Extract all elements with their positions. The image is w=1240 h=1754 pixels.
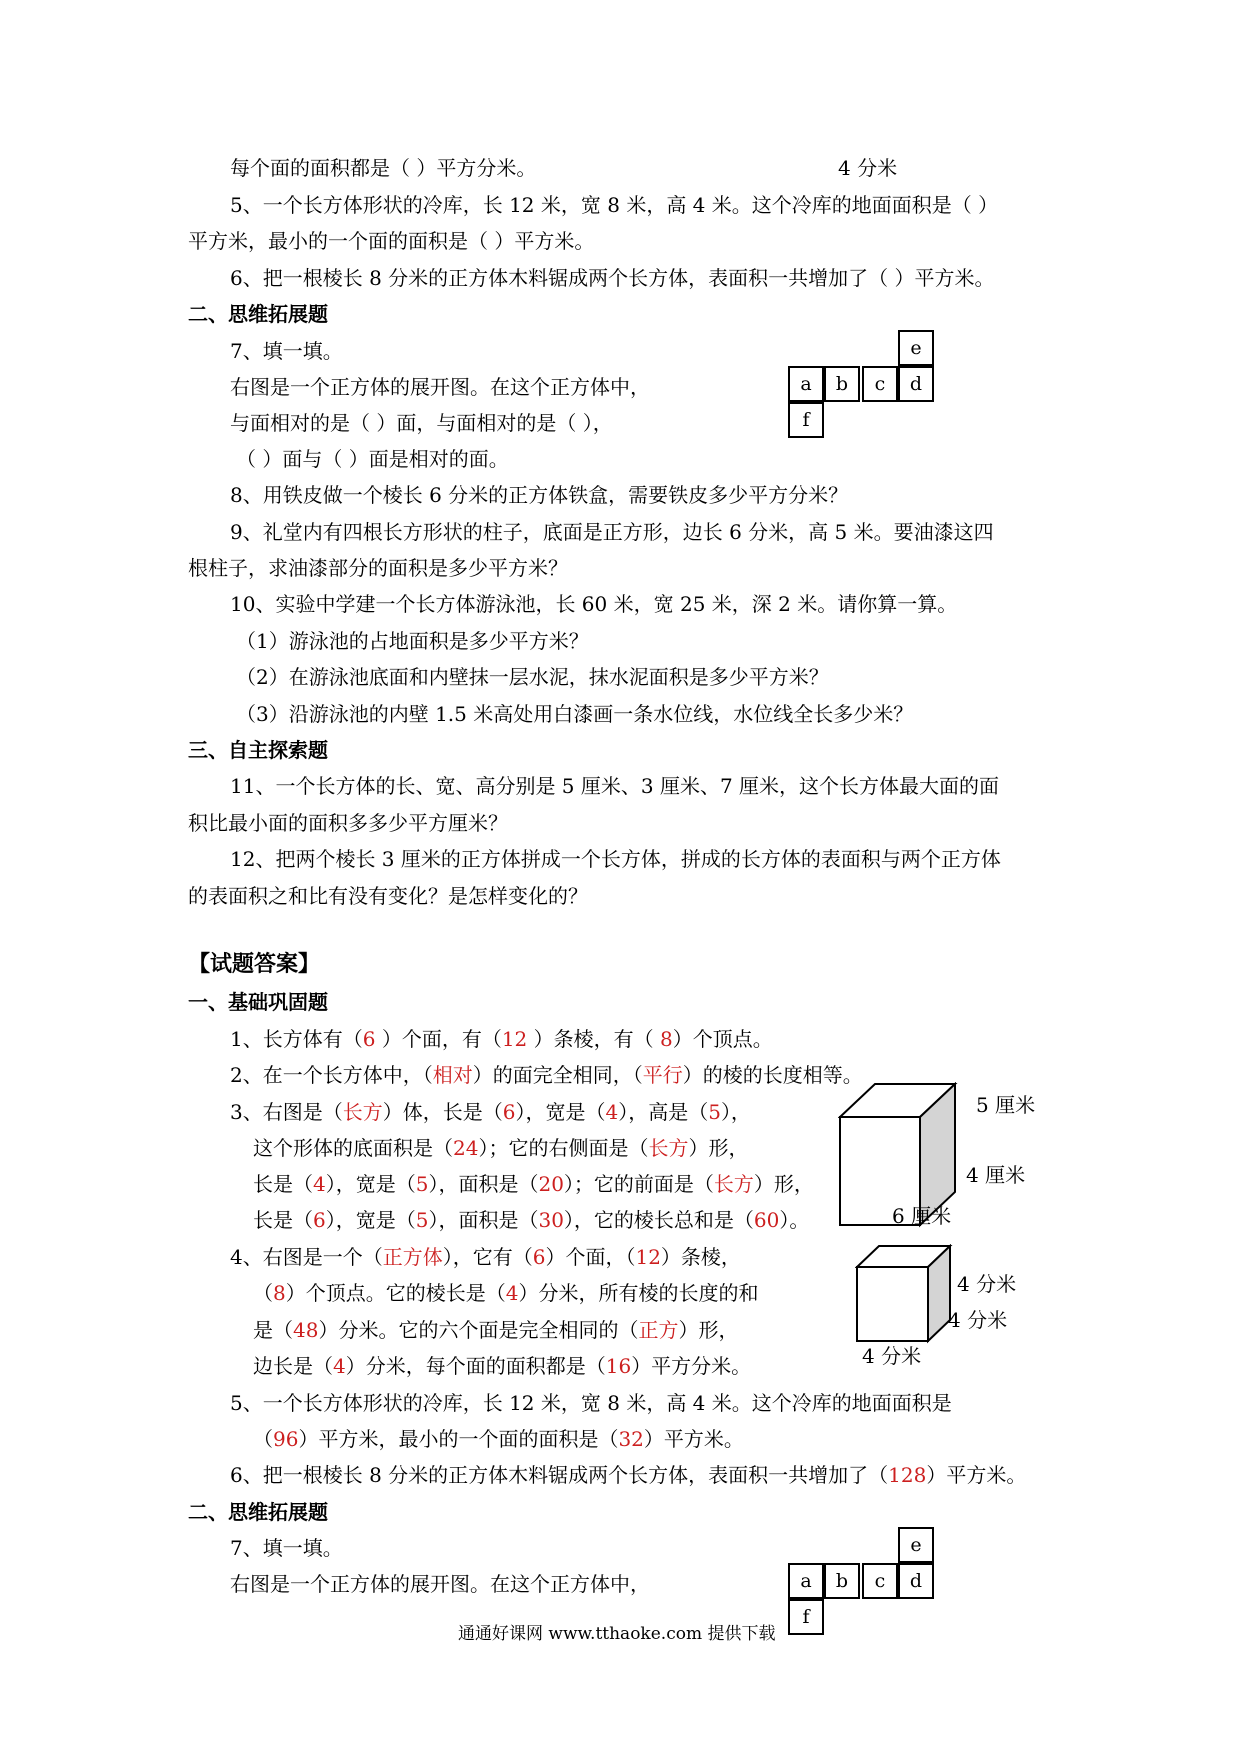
q9-line1: 9、礼堂内有四根长方形状的柱子，底面是正方形，边长 6 分米，高 5 米。要油漆这四	[230, 520, 994, 544]
answer-text: ），它有（	[442, 1245, 533, 1269]
answer-text: 长是（	[253, 1208, 313, 1232]
q11-line1: 11、一个长方体的长、宽、高分别是 5 厘米、3 厘米、7 厘米，这个长方体最大面的面	[230, 774, 1000, 798]
answer-text: ）的棱的长度相等。	[682, 1063, 863, 1087]
q10-line: 10、实验中学建一个长方体游泳池，长 60 米，宽 25 米，深 2 米。请你算一算。	[230, 592, 958, 616]
answer-text: （	[253, 1427, 273, 1451]
answer-5-line2	[253, 1425, 744, 1453]
answer-value: 4	[605, 1100, 619, 1124]
answer-text: ）条棱，	[660, 1245, 741, 1269]
answer-3-line3	[253, 1170, 814, 1198]
answer-text: ）体，长是（	[382, 1100, 503, 1124]
answer-value: 12	[501, 1027, 528, 1051]
cuboid-length-label: 6 厘米	[892, 1204, 952, 1228]
answer-value: 6	[532, 1245, 546, 1269]
answer-text: ）的面完全相同，（	[472, 1063, 643, 1087]
answer-value: 正方体	[382, 1245, 443, 1269]
answer-text: ）个面，有（	[375, 1027, 502, 1051]
answer-text: 6、把一根棱长 8 分米的正方体木料锯成两个长方体，表面积一共增加了（	[230, 1463, 889, 1487]
answer-text: ），	[720, 1100, 751, 1124]
answer-text: ）平方米。	[643, 1427, 744, 1451]
answer-value: 长方	[342, 1100, 383, 1124]
answer-value: 4	[333, 1354, 346, 1378]
answer-text: ）条棱，有（	[527, 1027, 660, 1051]
answer-value: 6	[313, 1208, 326, 1232]
q4-dim-label: 4 分米	[838, 156, 898, 180]
answer-value: 24	[453, 1136, 479, 1160]
answer-5-line1: 5、一个长方体形状的冷库，长 12 米，宽 8 米，高 4 米。这个冷库的地面面积是	[230, 1391, 952, 1415]
answer-text: ）个顶点。它的棱长是（	[285, 1281, 506, 1305]
answer-value: 16	[605, 1354, 632, 1378]
answer-text: ）；它的前面是（	[563, 1172, 714, 1196]
q4-tail: 每个面的面积都是（ ）平方分米。	[230, 156, 537, 180]
answer-text: ）平方米，最小的一个面的面积是（	[298, 1427, 619, 1451]
answer-value: 相对	[432, 1063, 473, 1087]
answer-text: ），它的棱长总和是（	[563, 1208, 754, 1232]
answer-value: 4	[313, 1172, 326, 1196]
answer-text: 长是（	[253, 1172, 313, 1196]
answer-value: 5	[708, 1100, 721, 1124]
answer-value: 60	[753, 1208, 780, 1232]
answer-value: 30	[538, 1208, 564, 1232]
q12-line2: 的表面积之和比有没有变化？是怎样变化的？	[188, 884, 588, 908]
answer-text: 3、右图是（	[230, 1100, 343, 1124]
answers-title: 【试题答案】	[188, 952, 321, 977]
answer-value: 20	[538, 1172, 564, 1196]
net-face-f: f	[788, 402, 824, 438]
answer-text: 4、右图是一个（	[230, 1245, 383, 1269]
answer-value: 96	[273, 1427, 299, 1451]
q10-part2: （2）在游泳池底面和内壁抹一层水泥，抹水泥面积是多少平方米？	[236, 665, 829, 689]
answer-text: ），宽是（	[325, 1172, 416, 1196]
q7-line-b: 与面相对的是（ ）面，与面相对的是（ ），	[230, 411, 613, 435]
net2-face-a: a	[788, 1563, 824, 1599]
q9-line2: 根柱子，求油漆部分的面积是多少平方米？	[188, 556, 568, 580]
answer-4-line4	[253, 1352, 751, 1380]
answer-4-line3	[253, 1316, 738, 1344]
answer-text: ），宽是（	[325, 1208, 416, 1232]
answer-text: ）平方米。	[926, 1463, 1027, 1487]
answer-2	[230, 1061, 863, 1089]
answer-text: （	[253, 1281, 273, 1305]
answer-value: 8	[273, 1281, 286, 1305]
answer-4-line2	[253, 1279, 758, 1307]
answer-text: ）个面，（	[545, 1245, 636, 1269]
cuboid-width-label: 4 厘米	[966, 1163, 1026, 1187]
answer-value: 12	[635, 1245, 661, 1269]
q6-line: 6、把一根棱长 8 分米的正方体木料锯成两个长方体，表面积一共增加了（ ）平方米。	[230, 266, 995, 290]
answer-value: 长方	[713, 1172, 754, 1196]
answer-text: ）。	[779, 1208, 810, 1232]
answer-text: ）平方分米。	[631, 1354, 752, 1378]
q11-line2: 积比最小面的面积多多少平方厘米？	[188, 811, 508, 835]
answer-value: 5	[415, 1172, 429, 1196]
net2-face-b: b	[824, 1563, 860, 1599]
answer-value: 长方	[648, 1136, 689, 1160]
answer-text: ）；它的右侧面是（	[478, 1136, 649, 1160]
answer-text: ）分米，所有棱的长度的和	[518, 1281, 759, 1305]
answer-text: 边长是（	[253, 1354, 333, 1378]
q5-line1: 5、一个长方体形状的冷库，长 12 米，宽 8 米，高 4 米。这个冷库的地面面积是（ ）	[230, 193, 999, 217]
answer-7-line-a: 右图是一个正方体的展开图。在这个正方体中，	[230, 1572, 650, 1596]
answer-value: 平行	[642, 1063, 683, 1087]
q12-line1: 12、把两个棱长 3 厘米的正方体拼成一个长方体，拼成的长方体的表面积与两个正方体	[230, 847, 1001, 871]
net-face-e: e	[898, 330, 934, 366]
q7-line: 7、填一填。	[230, 339, 343, 363]
answer-text: ），面积是（	[428, 1208, 539, 1232]
answers-heading-1: 一、基础巩固题	[188, 990, 328, 1014]
cube-length-label: 4 分米	[862, 1344, 922, 1368]
answer-value: 正方	[638, 1318, 679, 1342]
answer-7: 7、填一填。	[230, 1536, 343, 1560]
q10-part3: （3）沿游泳池的内壁 1.5 米高处用白漆画一条水位线，水位线全长多少米？	[236, 702, 914, 726]
answer-text: ）形，	[753, 1172, 814, 1196]
q10-part1: （1）游泳池的占地面积是多少平方米？	[236, 629, 589, 653]
answer-text: 1、长方体有（	[230, 1027, 363, 1051]
cube-figure	[855, 1244, 955, 1344]
answer-value: 128	[888, 1463, 927, 1487]
net-face-a: a	[788, 366, 824, 402]
cuboid-height-label: 5 厘米	[976, 1093, 1036, 1117]
net-face-d: d	[898, 366, 934, 402]
answer-text: 2、在一个长方体中，（	[230, 1063, 433, 1087]
answer-1	[230, 1025, 773, 1053]
answer-6	[230, 1461, 1026, 1489]
q7-line-c: （ ）面与（ ）面是相对的面。	[236, 447, 509, 471]
answer-text: ），高是（	[618, 1100, 709, 1124]
cube-height-label: 4 分米	[957, 1272, 1017, 1296]
answer-text: ）形，	[678, 1318, 739, 1342]
answer-value: 8	[660, 1027, 673, 1051]
net2-face-f: f	[788, 1599, 824, 1635]
answer-text: 是（	[253, 1318, 293, 1342]
answer-text: ）分米。它的六个面是完全相同的（	[318, 1318, 639, 1342]
q7-line-a: 右图是一个正方体的展开图。在这个正方体中，	[230, 375, 650, 399]
cube-width-label: 4 分米	[948, 1308, 1008, 1332]
answer-3-line2	[253, 1134, 748, 1162]
answer-text: ）个顶点。	[672, 1027, 773, 1051]
answer-value: 6	[362, 1027, 376, 1051]
answer-text: 这个形体的底面积是（	[253, 1136, 453, 1160]
answer-text: ），宽是（	[515, 1100, 606, 1124]
answer-value: 6	[502, 1100, 516, 1124]
net-face-c: c	[862, 366, 898, 402]
answer-3-line4	[253, 1206, 809, 1234]
answer-value: 48	[293, 1318, 319, 1342]
section-heading-2: 二、思维拓展题	[188, 302, 328, 326]
answer-text: ），面积是（	[428, 1172, 539, 1196]
net2-face-c: c	[862, 1563, 898, 1599]
answer-3-line1	[230, 1098, 751, 1126]
answer-value: 5	[415, 1208, 429, 1232]
section-heading-3: 三、自主探索题	[188, 738, 328, 762]
answers-heading-2: 二、思维拓展题	[188, 1500, 328, 1524]
answer-text: ）分米，每个面的面积都是（	[345, 1354, 606, 1378]
q8-line: 8、用铁皮做一个棱长 6 分米的正方体铁盒，需要铁皮多少平方分米？	[230, 483, 849, 507]
net2-face-e: e	[898, 1527, 934, 1563]
q5-line2: 平方米，最小的一个面的面积是（ ）平方米。	[188, 229, 595, 253]
net2-face-d: d	[898, 1563, 934, 1599]
answer-value: 32	[618, 1427, 644, 1451]
footer-credit: 通通好课网 www.tthaoke.com 提供下载	[458, 1624, 776, 1644]
answer-4-line1	[230, 1243, 741, 1271]
answer-value: 4	[505, 1281, 519, 1305]
answer-text: ）形，	[688, 1136, 749, 1160]
net-face-b: b	[824, 366, 860, 402]
